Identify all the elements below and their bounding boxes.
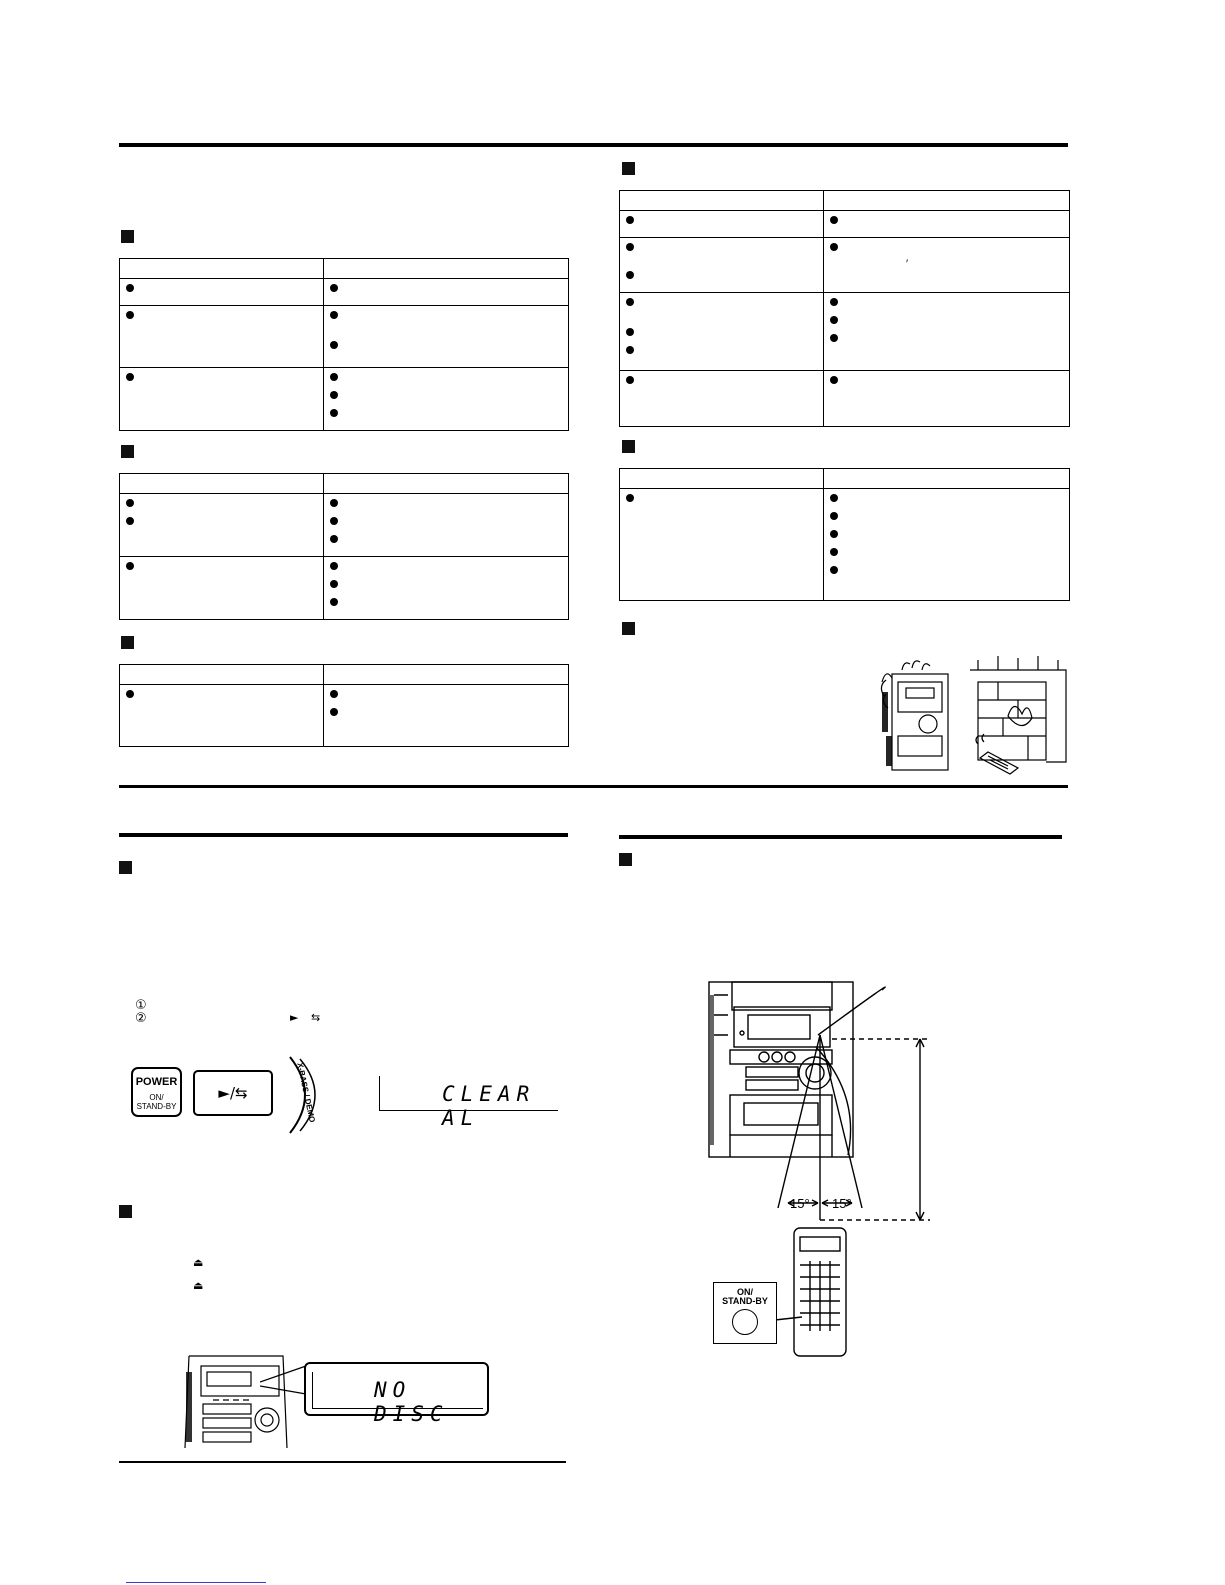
xbass-demo-label: X-BASS / DEMO bbox=[295, 1061, 317, 1124]
play-button-glyph: ►/⇆ bbox=[218, 1084, 248, 1102]
step-1-marker: ① bbox=[135, 998, 147, 1013]
remote-onstandby-callout bbox=[713, 1282, 777, 1344]
power-button-title: POWER bbox=[135, 1076, 178, 1088]
play-button-figure bbox=[193, 1070, 273, 1116]
fireplace-illustration bbox=[878, 652, 1068, 780]
lower-left-top-rule bbox=[119, 833, 568, 837]
section-marker-3 bbox=[121, 636, 134, 649]
clear-all-display-text: CLEAR AL bbox=[442, 1082, 536, 1130]
remote-onstandby-line2: STAND-BY bbox=[722, 1296, 768, 1306]
lower-left-bottom-rule bbox=[119, 1461, 566, 1463]
troubleshoot-table-2 bbox=[119, 473, 569, 620]
section-marker-6 bbox=[622, 622, 635, 635]
eject-glyph-2: ⏏ bbox=[193, 1279, 204, 1292]
prime-mark: ′ bbox=[906, 258, 909, 270]
bottom-link-underline bbox=[126, 1582, 266, 1583]
section-marker-2 bbox=[121, 445, 134, 458]
step-2-marker: ② bbox=[135, 1011, 147, 1026]
troubleshoot-table-4 bbox=[619, 190, 1070, 427]
remote-onstandby-circle bbox=[732, 1309, 758, 1335]
section-marker-5 bbox=[622, 440, 635, 453]
section-marker-1 bbox=[121, 230, 134, 243]
section-marker-7 bbox=[119, 861, 132, 874]
troubleshoot-table-1 bbox=[119, 258, 569, 431]
top-rule bbox=[119, 143, 1068, 147]
display-callout-lines bbox=[260, 1360, 310, 1400]
power-button-sub2: STAND-BY bbox=[136, 1102, 177, 1111]
no-disc-display-text: NO DISC bbox=[374, 1378, 449, 1426]
troubleshoot-table-3 bbox=[119, 664, 569, 747]
section-marker-9 bbox=[619, 853, 632, 866]
power-button-figure bbox=[131, 1067, 182, 1117]
section-marker-8 bbox=[119, 1205, 132, 1218]
clear-all-display bbox=[379, 1076, 558, 1130]
middle-rule bbox=[119, 785, 1068, 788]
section-marker-4 bbox=[622, 162, 635, 175]
angle-left-label: 15° bbox=[790, 1196, 810, 1211]
power-button-sub1: ON/ bbox=[149, 1093, 164, 1102]
remote-onstandby-line1: ON/ bbox=[736, 1287, 753, 1297]
angle-right-label: 15° bbox=[832, 1196, 852, 1211]
no-disc-display bbox=[304, 1362, 489, 1426]
eject-glyph-1: ⏏ bbox=[193, 1256, 204, 1269]
step-2-play-glyph: ► bbox=[290, 1011, 299, 1024]
troubleshoot-table-5 bbox=[619, 468, 1070, 601]
lower-right-top-rule bbox=[619, 835, 1062, 839]
step-2-repeat-glyph: ⇆ bbox=[311, 1011, 321, 1024]
